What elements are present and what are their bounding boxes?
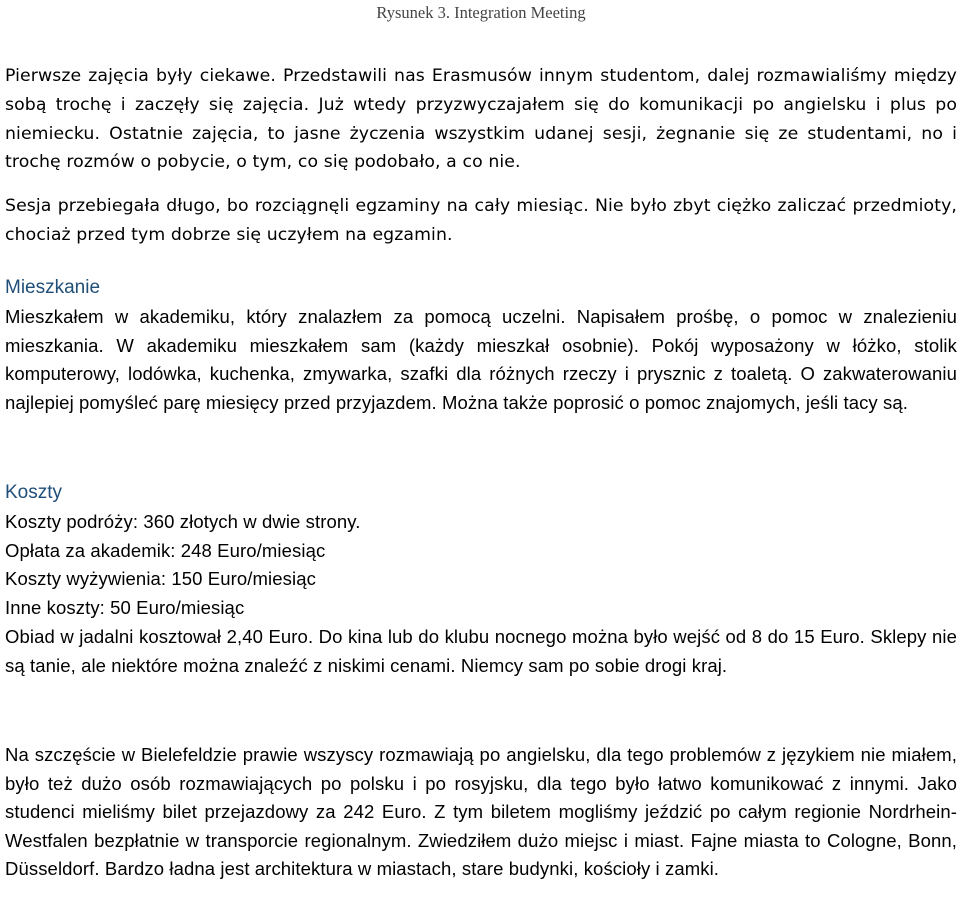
housing-paragraph: Mieszkałem w akademiku, który znalazłem za pomocą uczelni. Napisałem prośbę, o pomoc w znalezieniu mieszkania. W akademiku mieszkałem sam (każdy mieszkał osobnie). Pokój wyposażony w łóżko, stolik komputerowy, lodówka, kuchenka, zmywarka, szafki dla różnych rzeczy i prysznic z toaletą. O zakwaterowaniu najlepiej pomyśleć parę miesięcy przed przyjazdem. Można także poprosić o pomoc znajomych, jeśli tacy są. (5, 306, 957, 413)
intro-paragraph-1: Pierwsze zajęcia były ciekawe. Przedstawili nas Erasmusów innym studentom, dalej rozmawialiśmy między sobą trochę i zaczęły się zajęcia. Już wtedy przyzwyczajałem się do komunikacji po angielsku i plus po niemiecku. Ostatnie zajęcia, to jasne życzenia wszystkim udanej sesji, żegnanie się ze studentami, no i trochę rozmów o pobycie, o tym, co się podobało, a co nie. (5, 66, 957, 173)
costs-list (5, 508, 957, 622)
language-paragraph: Na szczęście w Bielefeldzie prawie wszyscy rozmawiają po angielsku, dla tego problemów z językiem nie miałem, było też dużo osób rozmawiających po polsku i po rosyjsku, dla tego było łatwo komunikować z innymi. Jako studenci mieliśmy bilet przejazdowy za 242 Euro. Z tym biletem mogliśmy jeździć po całym regionie Nordrhein-Westfalen bezpłatnie w transporcie regionalnym. Zwiedziłem dużo miejsc i miast. Fajne miasta to Cologne, Bonn, Düsseldorf. Bardzo ładna jest architektura w miastach, stare budynki, kościoły i zamki. (5, 744, 957, 880)
cost-item-travel: Koszty podróży: 360 złotych w dwie strony. (5, 511, 361, 532)
cost-item-dormitory: Opłata za akademik: 248 Euro/miesiąc (5, 539, 326, 561)
cost-item-food: Koszty wyżywienia: 150 Euro/miesiąc (5, 568, 316, 590)
intro-paragraph-2: Sesja przebiegała długo, bo rozciągnęli egzaminy na cały miesiąc. Nie było zbyt ciężko zaliczać przedmioty, chociaż przed tym dobrze się uczyłem na egzamin. (5, 196, 957, 245)
cost-item-other: Inne koszty: 50 Euro/miesiąc (5, 596, 245, 618)
costs-paragraph: Obiad w jadalni kosztował 2,40 Euro. Do kina lub do klubu nocnego można było wejść od 8 do 15 Euro. Sklepy nie są tanie, ale niektóre można znaleźć z niskimi cenami. Niemcy sam po sobie drogi kraj. (5, 626, 957, 676)
costs-heading: Koszty (5, 482, 63, 503)
figure-caption: Rysunek 3. Integration Meeting (376, 3, 586, 22)
housing-heading: Mieszkanie (5, 277, 101, 298)
